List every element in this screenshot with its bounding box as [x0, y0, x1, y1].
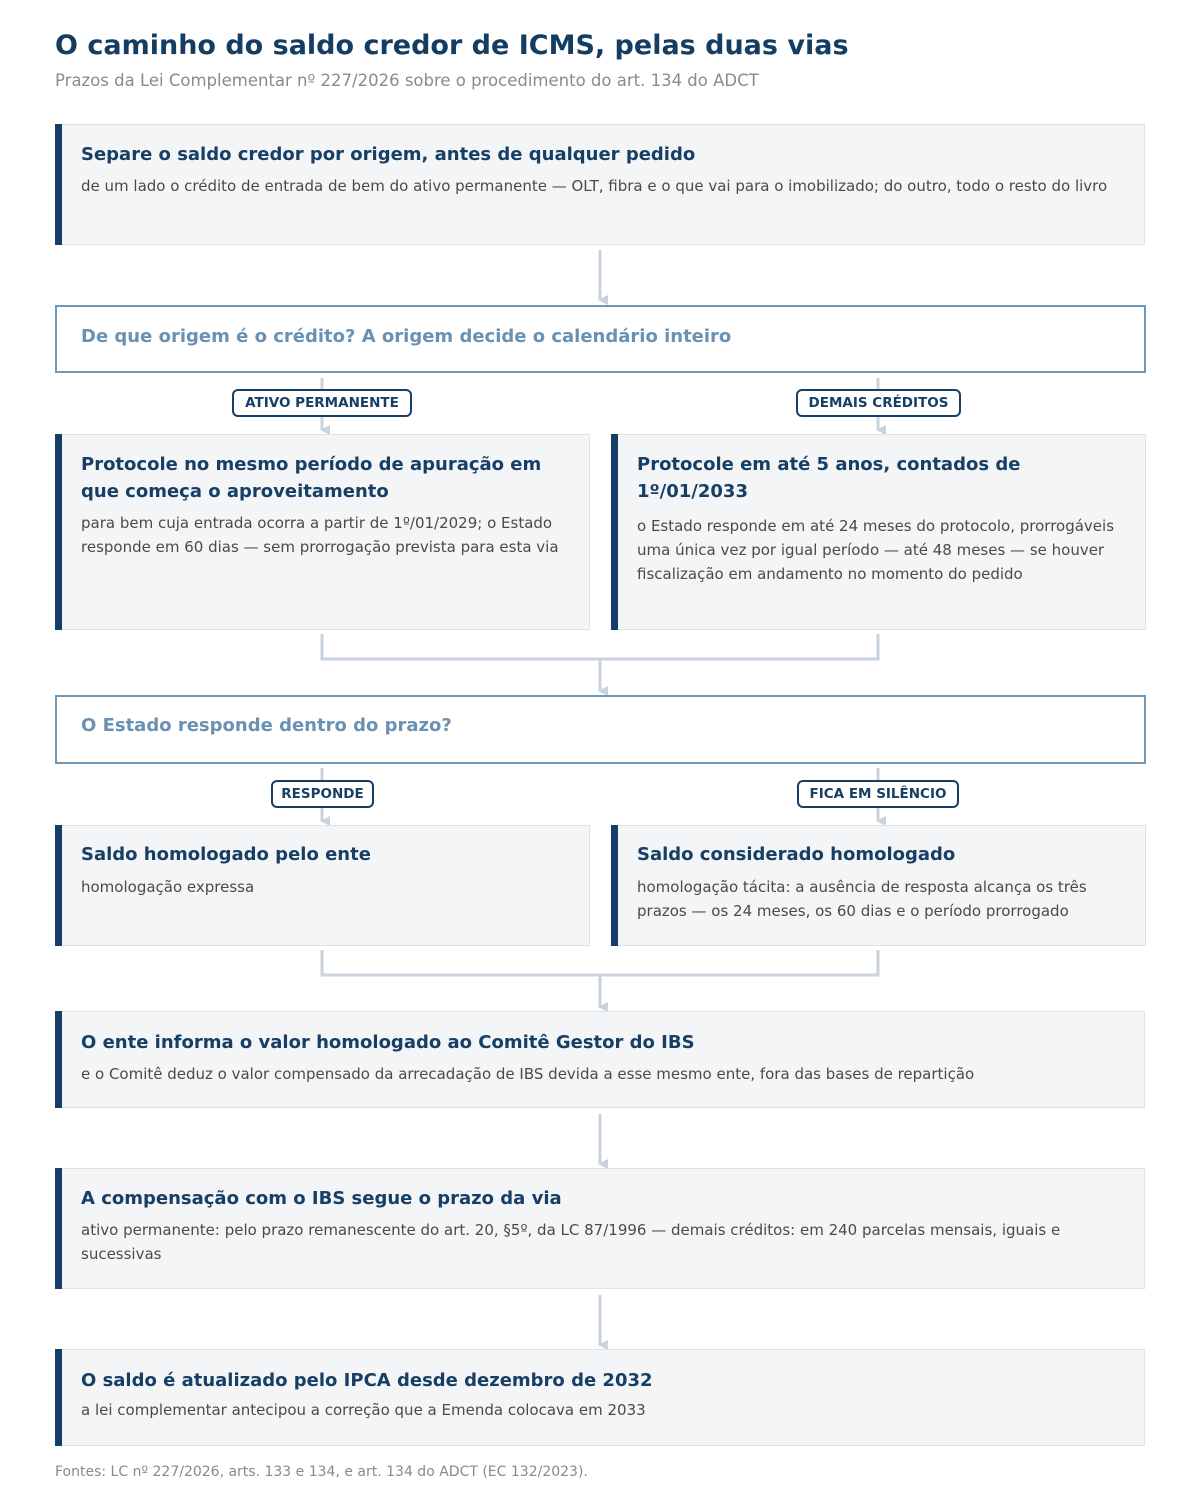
step-inform-text: e o Comitê deduz o valor compensado da arrecadação de IBS devida a esse mesmo ente, fora das bases de repartição — [81, 1065, 975, 1083]
step-ipca-heading: O saldo é atualizado pelo IPCA desde dezembro de 2032 — [81, 1370, 653, 1391]
step-protocol-demais-heading: Protocole em até 5 anos, contados de 1º/01/2033 — [637, 454, 1021, 502]
sources-footnote: Fontes: LC nº 227/2026, arts. 133 e 134, e art. 134 do ADCT (EC 132/2023). — [55, 1464, 588, 1480]
merge-homologation — [322, 950, 878, 975]
step-homologated-express-heading: Saldo homologado pelo ente — [81, 844, 371, 865]
step-compensation — [55, 1168, 1145, 1289]
step-homologated-tacit-heading: Saldo considerado homologado — [637, 844, 956, 865]
decision-origin — [55, 305, 1146, 373]
step-inform — [55, 1011, 1145, 1108]
step-protocol-demais-text: o Estado responde em até 24 meses do protocolo, prorrogáveis uma única vez por igual período — até 48 meses — se houver fiscalização em andamento no momento do pedido — [637, 517, 1115, 583]
merge-protocols — [322, 634, 878, 659]
step-compensation-text: ativo permanente: pelo prazo remanescente do art. 20, §5º, da LC 87/1996 — demais créditos: em 240 parcelas mensais, iguais e sucessivas — [81, 1221, 1061, 1263]
step-protocol-demais — [611, 434, 1146, 630]
decision-response — [55, 695, 1146, 764]
step-homologated-tacit-text: homologação tácita: a ausência de resposta alcança os três prazos — os 24 meses, os 60 dias e o período prorrogado — [637, 878, 1087, 920]
step-ipca-text: a lei complementar antecipou a correção que a Emenda colocava em 2033 — [81, 1401, 646, 1419]
step-compensation-heading: A compensação com o IBS segue o prazo da via — [81, 1188, 562, 1209]
step-protocol-ativo-heading: Protocole no mesmo período de apuração em que começa o aproveitamento — [81, 454, 542, 502]
step-ipca — [55, 1349, 1145, 1446]
page-subtitle: Prazos da Lei Complementar nº 227/2026 sobre o procedimento do art. 134 do ADCT — [55, 71, 759, 90]
step-protocol-ativo — [55, 434, 590, 630]
branch-label-responde: RESPONDE — [271, 780, 374, 808]
branch-label-ativo-permanente: ATIVO PERMANENTE — [232, 389, 412, 417]
step-homologated-express — [55, 825, 590, 946]
step-protocol-ativo-text: para bem cuja entrada ocorra a partir de 1º/01/2029; o Estado responde em 60 dias — sem prorrogação prevista para esta via — [81, 514, 559, 556]
page-title: O caminho do saldo credor de ICMS, pelas duas vias — [55, 30, 849, 61]
branch-label-fica-em-silencio: FICA EM SILÊNCIO — [797, 780, 959, 808]
step-homologated-tacit — [611, 825, 1146, 946]
step-homologated-express-text: homologação expressa — [81, 878, 255, 896]
decision-response-question: O Estado responde dentro do prazo? — [81, 715, 452, 736]
decision-origin-question: De que origem é o crédito? A origem decide o calendário inteiro — [81, 326, 732, 347]
step-inform-heading: O ente informa o valor homologado ao Comitê Gestor do IBS — [81, 1032, 695, 1053]
step-separate-text: de um lado o crédito de entrada de bem do ativo permanente — OLT, fibra e o que vai para o imobilizado; do outro, todo o resto do livro — [81, 177, 1108, 195]
branch-label-demais-creditos: DEMAIS CRÉDITOS — [796, 389, 961, 417]
step-separate — [55, 124, 1145, 245]
step-separate-heading: Separe o saldo credor por origem, antes de qualquer pedido — [81, 144, 696, 165]
